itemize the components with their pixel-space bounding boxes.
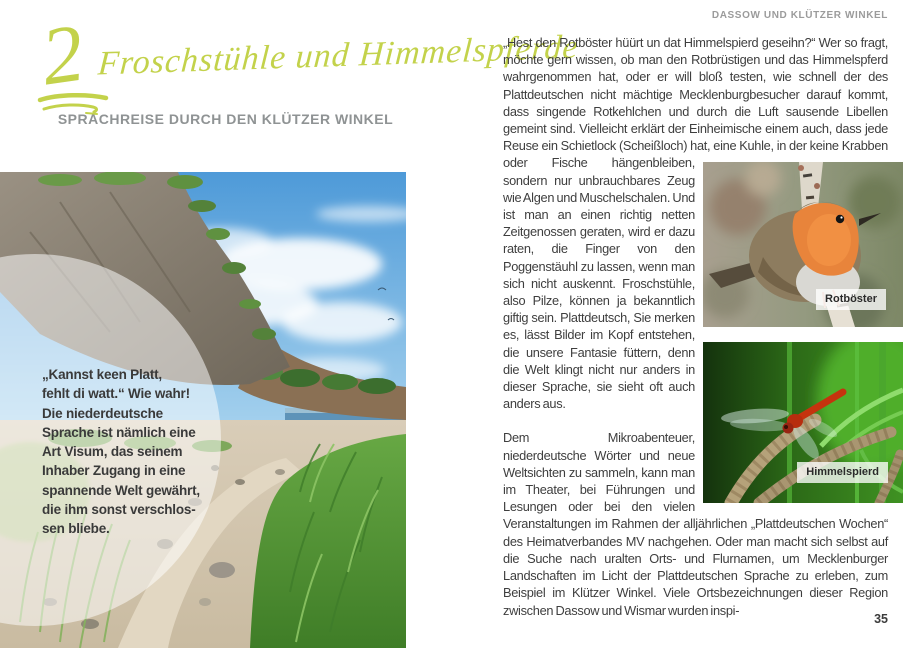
chapter-title: Froschstühle und Himmelspferde bbox=[96, 28, 580, 83]
chapter-number: 2 bbox=[35, 6, 90, 103]
quote-line: sen bliebe. bbox=[42, 521, 110, 537]
photo-column bbox=[703, 162, 903, 503]
quote-line: spannende Welt gewährt, bbox=[42, 482, 200, 498]
quote-line: die ihm sonst verschlos- bbox=[42, 502, 196, 518]
dragonfly-caption: Himmelspierd bbox=[797, 462, 888, 483]
quote-line: fehlt di watt.“ Wie wahr! bbox=[42, 386, 190, 402]
robin-photo bbox=[703, 162, 903, 327]
quote-line: Sprache ist nämlich eine bbox=[42, 424, 196, 440]
quote-line: Inhaber Zugang in eine bbox=[42, 463, 186, 479]
article-paragraph-2: Dem Mikroabenteuer, niederdeutsche Wörter und neue Weltsichten zu sammeln, kann man im Theater, bei Führungen und Lesungen oder bei den vielen Veranstaltungen im Rahmen der alljährlichen „Plattdeutschen Wochen“ des Heimatverbandes MV nachgehen. Oder man macht sich selbst auf die Suche nach uralten Orts- und Flurnamen, um Mecklenburger Landschaften im Licht der Plattdeutschen Sprache zu erleben, zum Beispiel im Klützer Winkel. Viele Ortsbezeichnungen dieser Region zwischen Dassow und Wismar wurden inspi- bbox=[503, 430, 888, 618]
dragonfly-photo bbox=[703, 342, 903, 503]
quote-line: Art Visum, das seinem bbox=[42, 444, 183, 460]
robin-caption: Rotböster bbox=[816, 289, 886, 310]
quote-line: „Kannst keen Platt, bbox=[42, 367, 162, 382]
article-paragraph-1: „Hest den Rotböster hüürt un dat Himmelspierd geseihn?“ Wer so fragt, möchte gern wissen, ob man den Rotbrüstigen und das Himmelspferd wahrgenommen hat, oder er will bloß testen, wie schnell der des Plattdeutschen nicht mächtige Mecklenburgbesucher darauf kommt, dass singende Rotkehlchen und durch die Luft sausende Libellen gemeint sind. Vielleicht erklärt der Einheimische einem auch, dass jede Reuse ein Schietlock (Scheißloch) hat, eine Kuhle, in der keine Krabben oder Fische hängenbleiben, sondern nur unbrauchbares Zeug wie Algen und Muschelschalen. Und ist man an einen richtig netten Zeitgenossen geraten, wird er dazu raten, die Finger von den Poggenstäuhl zu lassen, wenn man sich nicht auskennt. Froschstühle, also Pilze, können ja bekanntlich giftig sein. Plattdeutsch, Sie merken es, lässt Bilder im Kopf entstehen, die unsere Fantasie füttern, denn die Welt klingt nicht nur anders in dieser Sprache, sie sieht oft auch anders aus. bbox=[503, 35, 888, 412]
quote-line: Die niederdeutsche bbox=[42, 405, 163, 421]
running-header: DASSOW UND KLÜTZER WINKEL bbox=[711, 10, 888, 21]
body-text bbox=[503, 34, 888, 619]
page-number: 35 bbox=[874, 612, 888, 626]
photo-quote bbox=[42, 365, 230, 539]
chapter-subtitle: SPRACHREISE DURCH DEN KLÜTZER WINKEL bbox=[57, 111, 394, 127]
coast-photo bbox=[0, 172, 406, 648]
